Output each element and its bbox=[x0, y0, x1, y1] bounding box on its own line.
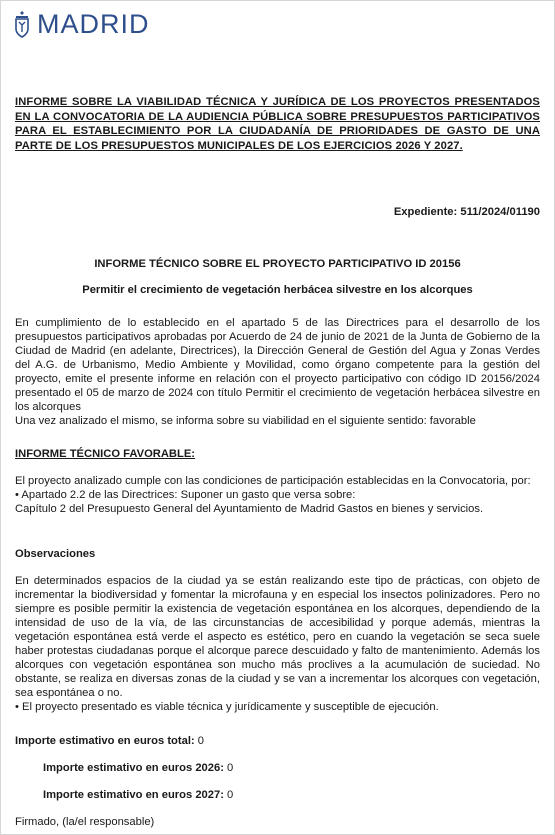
observaciones-text: En determinados espacios de la ciudad ya se están realizando este tipo de prácticas, con objeto de incrementar la biodiversidad y fomentar la microfauna y en especial los insectos polinizadores. Pero no siempre es posible permitir la existencia de vegetación espontánea en los alcorques, dependiendo de la intensidad de uso de la vía, de las circunstancias de accesibilidad y porque además, mientras la vegetación espontánea está verde el aspecto es estético, pero en cuando la vegetación se seca suele haber protestas ciudadanas porque el alcorque parece descuidado y falto de mantenimiento. Además los alcorques con vegetación espontánea son mucho más proclives a la acumulación de suciedad. No obstante, se realiza en diversas zonas de la ciudad y se van a incrementar los alcorques con vegetación, sea espontánea o no. bbox=[15, 575, 540, 699]
conditions-text: El proyecto analizado cumple con las condiciones de participación establecidas en la Convocatoria, por: bbox=[15, 475, 531, 487]
observaciones-heading: Observaciones bbox=[15, 548, 96, 560]
intro-text: En cumplimiento de lo establecido en el apartado 5 de las Directrices para el desarrollo de los presupuestos participativos aprobadas por Acuerdo de 24 de junio de 2021 de la Junta de Gobierno de la Ciudad de Madrid (en adelante, Directrices), la Dirección General de Gestión del Agua y Zonas Verdes del A.G. de Urbanismo, Medio Ambiente y Movilidad, como órgano competente para la gestión del proyecto, emite el presente informe en relación con el proyecto participativo con código ID 20156/2024 presentado el 05 de marzo de 2024 con título Permitir el crecimiento de vegetación herbácea silvestre en los alcorques bbox=[15, 317, 540, 413]
project-title: Permitir el crecimiento de vegetación herbácea silvestre en los alcorques bbox=[82, 284, 473, 296]
importe-2027 bbox=[43, 788, 540, 802]
expediente-number: Expediente: 511/2024/01190 bbox=[393, 206, 540, 218]
importe-total bbox=[15, 734, 540, 748]
madrid-crest-icon bbox=[13, 10, 31, 38]
intro-paragraph bbox=[15, 316, 540, 428]
viability-bullet: • El proyecto presentado es viable técnica y jurídicamente y susceptible de ejecución. bbox=[15, 700, 540, 714]
importe-2027-value: 0 bbox=[227, 789, 234, 801]
favorable-heading: INFORME TÉCNICO FAVORABLE: bbox=[15, 448, 196, 460]
madrid-logo bbox=[13, 10, 150, 38]
importe-total-value: 0 bbox=[197, 735, 204, 747]
report-title: INFORME SOBRE LA VIABILIDAD TÉCNICA Y JURÍDICA DE LOS PROYECTOS PRESENTADOS EN LA CONVOCATORIA DE LA AUDIENCIA PÚBLICA SOBRE PRESUPUESTOS PARTICIPATIVOS PARA EL ESTABLECIMIENTO POR LA CIUDADANÍA DE PRIORIDADES DE GASTO DE UNA PARTE DE LOS PRESUPUESTOS MUNICIPALES DE LOS EJERCICIOS 2026 Y 2027. bbox=[15, 96, 540, 152]
conditions-bullet: • Apartado 2.2 de las Directrices: Suponer un gasto que versa sobre: bbox=[15, 488, 540, 502]
importe-total-label: Importe estimativo en euros total: bbox=[15, 735, 195, 747]
conditions-section bbox=[15, 474, 540, 516]
importe-2026 bbox=[43, 761, 540, 775]
viability-result: Una vez analizado el mismo, se informa sobre su viabilidad en el siguiente sentido: favorable bbox=[15, 415, 476, 427]
signature-line: Firmado, (la/el responsable) bbox=[15, 816, 155, 828]
brand-name: MADRID bbox=[37, 9, 150, 39]
budget-chapter: Capítulo 2 del Presupuesto General del Ayuntamiento de Madrid Gastos en bienes y servicios. bbox=[15, 503, 484, 515]
informe-heading: INFORME TÉCNICO SOBRE EL PROYECTO PARTICIPATIVO ID 20156 bbox=[94, 258, 461, 270]
observaciones-section bbox=[15, 574, 540, 714]
importe-2026-label: Importe estimativo en euros 2026: bbox=[43, 762, 224, 774]
importe-2026-value: 0 bbox=[227, 762, 234, 774]
importe-2027-label: Importe estimativo en euros 2027: bbox=[43, 789, 224, 801]
